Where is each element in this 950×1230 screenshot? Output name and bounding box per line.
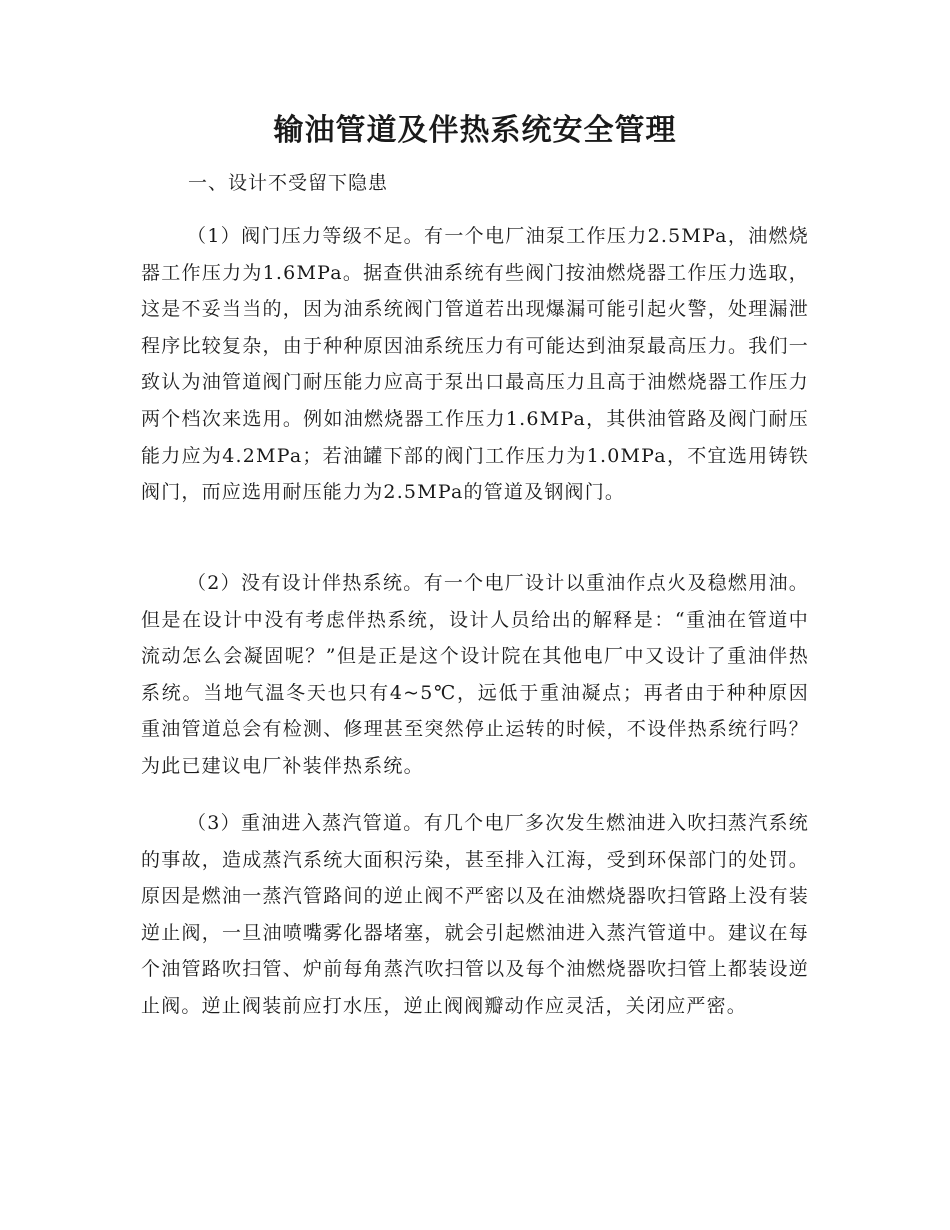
paragraph-oil-into-steam: （3）重油进入蒸汽管道。有几个电厂多次发生燃油进入吹扫蒸汽系统的事故，造成蒸汽系统大面积污染，甚至排入江海，受到环保部门的处罚。原因是燃油一蒸汽管路间的逆止阀不严密以及在油燃烧器吹扫管路上没有装逆止阀，一旦油喷嘴雾化器堵塞，就会引起燃油进入蒸汽管道中。建议在每个油管路吹扫管、炉前每角蒸汽吹扫管以及每个油燃烧器吹扫管上都装设逆止阀。逆止阀装前应打水压，逆止阀阀瓣动作应灵活，关闭应严密。 — [141, 812, 809, 1017]
section-heading: 一、设计不受留下隐患 — [188, 172, 389, 194]
paragraph-heat-tracing: （2）没有设计伴热系统。有一个电厂设计以重油作点火及稳燃用油。但是在设计中没有考虑伴热系统，设计人员给出的解释是：“重油在管道中流动怎么会凝固呢？”但是正是这个设计院在其他电厂中又设计了重油伴热系统。当地气温冬天也只有4~5℃，远低于重油凝点；再者由于种种原因重油管道总会有检测、修理甚至突然停止运转的时候，不设伴热系统行吗？为此已建议电厂补装伴热系统。 — [141, 572, 809, 777]
document-title: 输油管道及伴热系统安全管理 — [273, 113, 677, 148]
paragraph-valve-pressure: （1）阀门压力等级不足。有一个电厂油泵工作压力2.5MPa，油燃烧器工作压力为1.6MPa。据查供油系统有些阀门按油燃烧器工作压力选取，这是不妥当当的，因为油系统阀门管道若出现爆漏可能引起火警，处理漏泄程序比较复杂，由于种种原因油系统压力有可能达到油泵最高压力。我们一致认为油管道阀门耐压能力应高于泵出口最高压力且高于油燃烧器工作压力两个档次来选用。例如油燃烧器工作压力1.6MPa，其供油管路及阀门耐压能力应为4.2MPa；若油罐下部的阀门工作压力为1.0MPa，不宜选用铸铁阀门，而应选用耐压能力为2.5MPa的管道及钢阀门。 — [141, 225, 809, 504]
